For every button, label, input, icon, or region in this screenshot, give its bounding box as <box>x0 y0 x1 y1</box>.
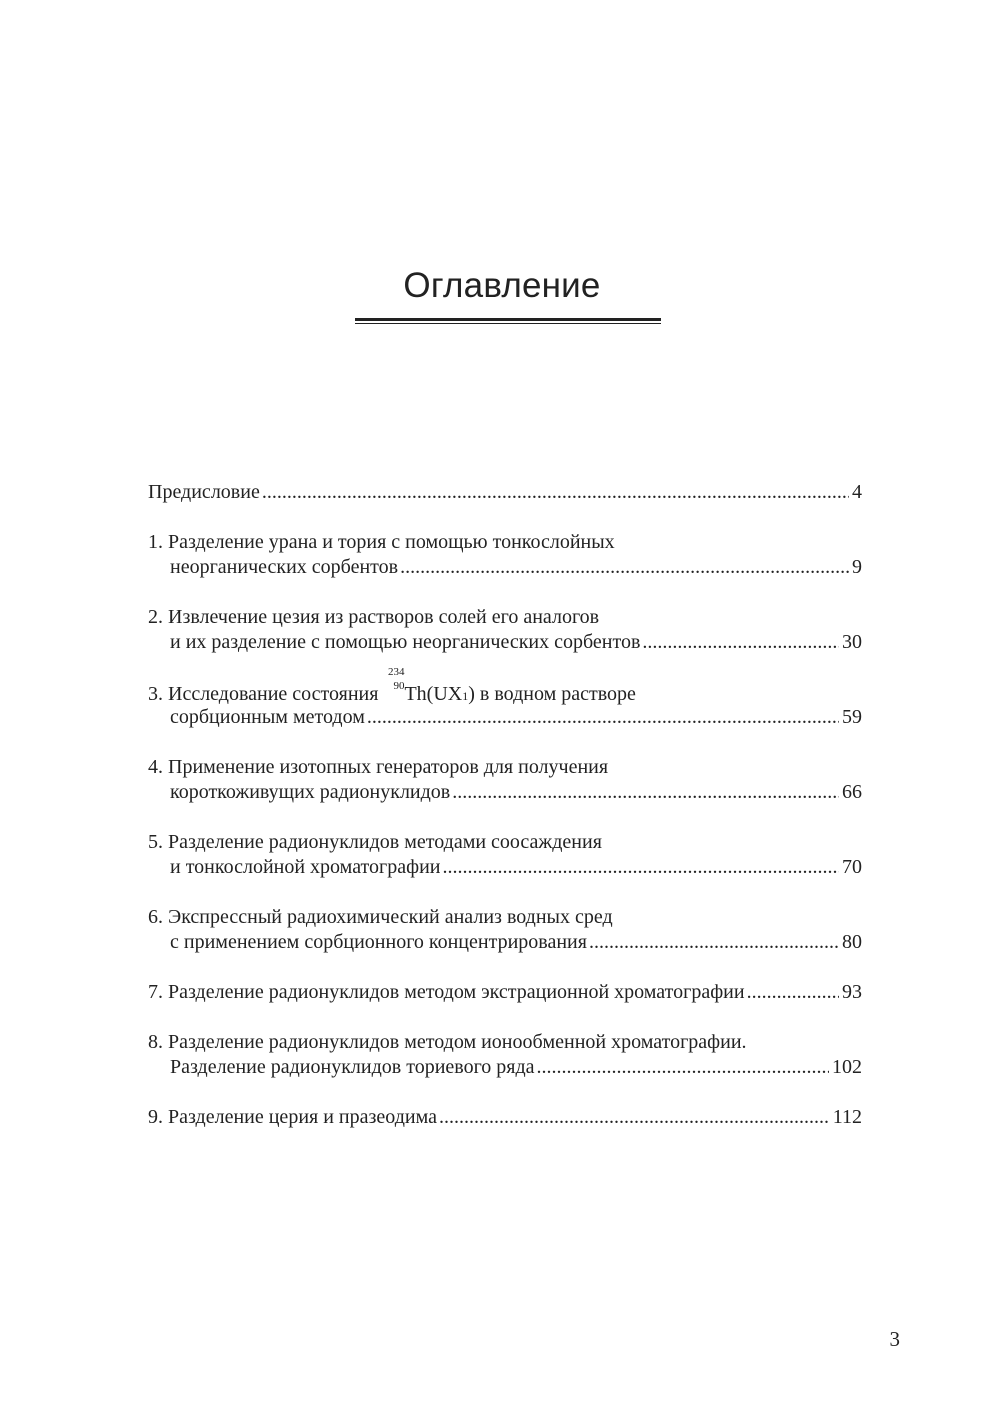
toc-page-number: 4 <box>852 481 862 503</box>
toc-entry-title-continued: с применением сорбционного концентрирования <box>170 931 587 953</box>
title-double-rule <box>355 318 661 324</box>
toc-entry-title-continued: Разделение радионуклидов ториевого ряда <box>170 1056 535 1078</box>
toc-page-number: 30 <box>842 631 862 653</box>
toc-page-number: 66 <box>842 781 862 803</box>
toc-entry-title: 1. Разделение урана и тория с помощью тонкослойных <box>148 531 615 553</box>
toc-entry-title-continued: неорганических сорбентов <box>170 556 399 578</box>
toc-leader-dots <box>747 980 839 1005</box>
page-title: Оглавление <box>403 266 601 305</box>
toc-entry-title: Предисловие <box>148 481 260 503</box>
isotope-formula-subscript: 1 <box>462 689 469 703</box>
toc-leader-dots <box>400 555 849 580</box>
isotope-notation <box>384 666 405 700</box>
toc-entry-title-continued: и их разделение с помощью неорганических сорбентов <box>170 631 641 653</box>
toc-entry-title: 4. Применение изотопных генераторов для получения <box>148 756 609 778</box>
isotope-formula: Th(UX <box>404 683 463 705</box>
toc-entry-8[interactable] <box>148 1030 862 1080</box>
toc-entry-title: 3. Исследование состояния <box>148 683 379 705</box>
toc-entry-title: 6. Экспрессный радиохимический анализ водных сред <box>148 906 613 928</box>
toc-entry-9[interactable] <box>148 1105 862 1130</box>
toc-entry-3[interactable] <box>148 666 862 730</box>
toc-leader-dots <box>589 930 839 955</box>
toc-entry-7[interactable] <box>148 980 862 1005</box>
toc-page-number: 93 <box>842 981 862 1003</box>
toc-entry-title-continued: короткоживущих радионуклидов <box>170 781 451 803</box>
toc-entry-1[interactable] <box>148 530 862 580</box>
toc-page-number: 102 <box>832 1056 862 1078</box>
toc-page-number: 59 <box>842 706 862 728</box>
toc-entry-title: 2. Извлечение цезия из растворов солей его аналогов <box>148 606 600 628</box>
toc-entry-title: 8. Разделение радионуклидов методом ионообменной хроматографии. <box>148 1031 747 1053</box>
toc-entry-title-suffix: в водном растворе <box>474 683 636 705</box>
toc-entry-5[interactable] <box>148 830 862 880</box>
toc-page-number: 9 <box>852 556 862 578</box>
toc-entry-title: 9. Разделение церия и празеодима <box>148 1106 437 1128</box>
isotope-atomic-number: 90 <box>393 680 405 692</box>
toc-leader-dots <box>537 1055 829 1080</box>
toc-entry-title: 5. Разделение радионуклидов методами соосаждения <box>148 831 602 853</box>
page-number: 3 <box>889 1327 900 1351</box>
toc-leader-dots <box>262 480 849 505</box>
toc-page-number: 112 <box>832 1106 862 1128</box>
isotope-formula-close: ) <box>468 683 475 705</box>
toc-entry-title-continued: и тонкослойной хроматографии <box>170 856 441 878</box>
toc-entry-title-continued: сорбционным методом <box>170 706 365 728</box>
toc-page-number: 80 <box>842 931 862 953</box>
toc-page-number: 70 <box>842 856 862 878</box>
toc-leader-dots <box>439 1105 830 1130</box>
isotope-mass-number: 234 <box>387 666 405 678</box>
toc-leader-dots <box>442 855 839 880</box>
toc-leader-dots <box>367 705 839 730</box>
toc-entry-2[interactable] <box>148 605 862 655</box>
toc-leader-dots <box>642 630 839 655</box>
toc-entry-4[interactable] <box>148 755 862 805</box>
toc-entry-6[interactable] <box>148 905 862 955</box>
toc-entry-title: 7. Разделение радионуклидов методом экстрационной хроматографии <box>148 981 745 1003</box>
toc-entry-preface[interactable] <box>148 480 862 505</box>
toc-leader-dots <box>452 780 839 805</box>
